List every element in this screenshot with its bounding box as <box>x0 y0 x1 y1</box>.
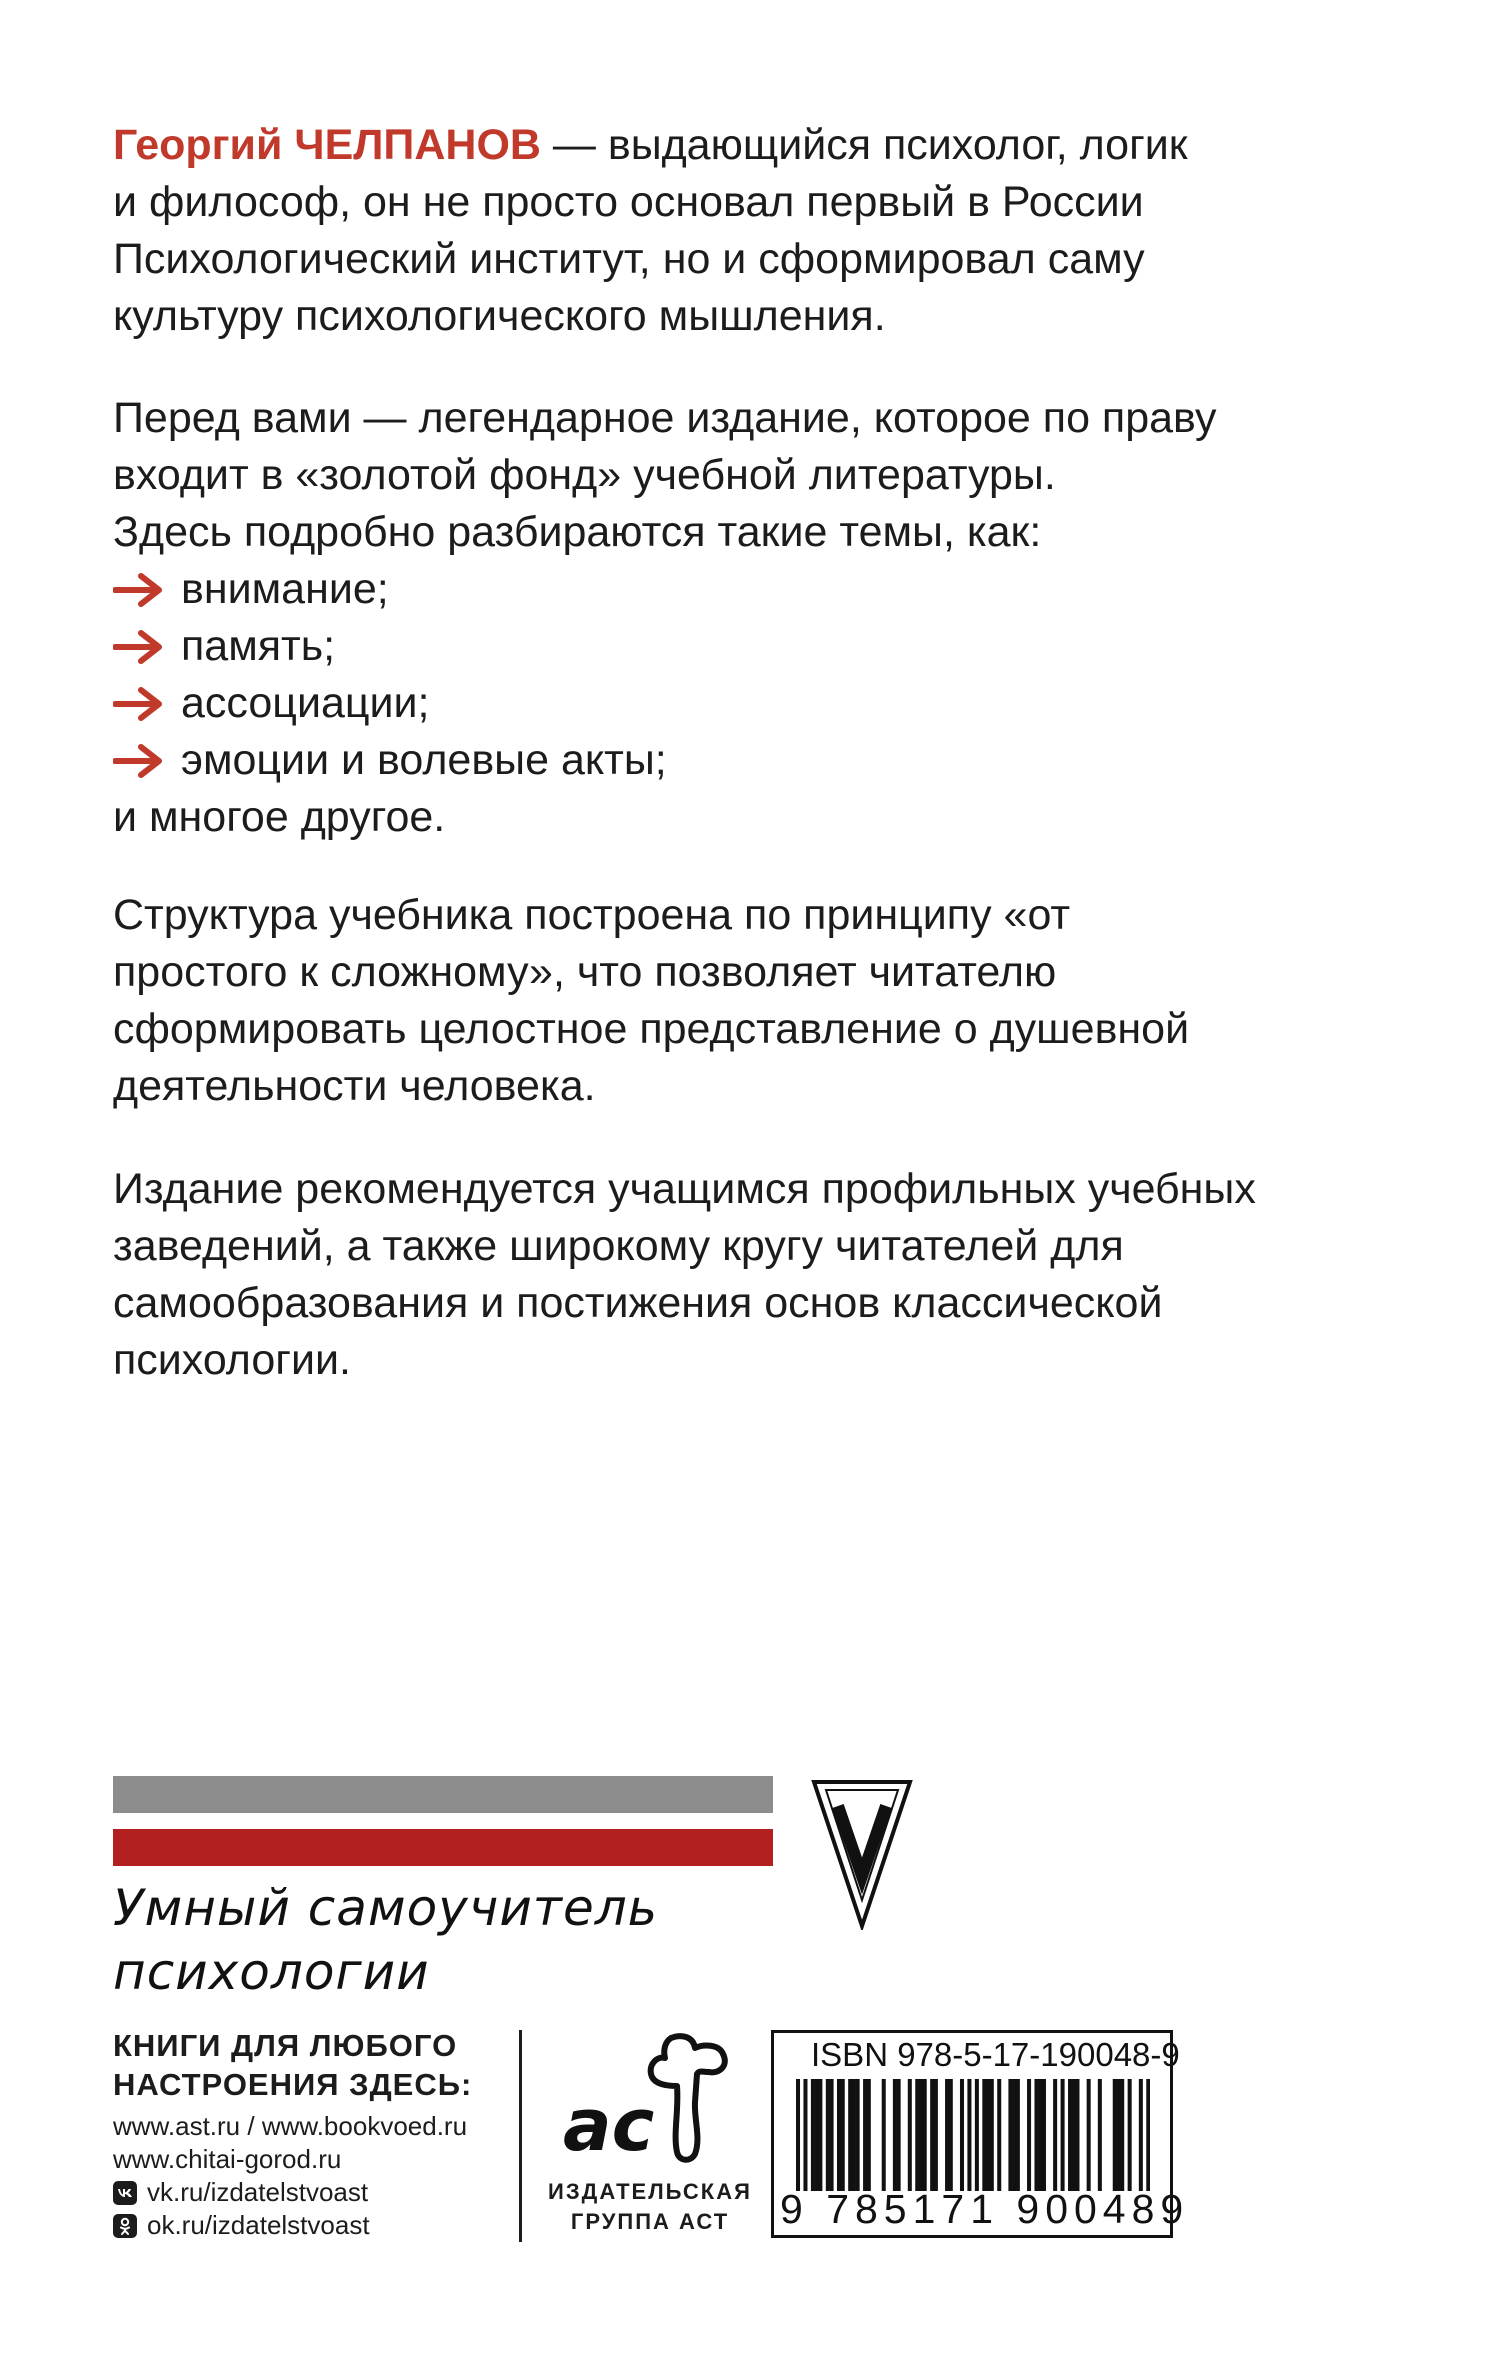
barcode-bar <box>1042 2079 1046 2191</box>
promo-block <box>113 2026 513 2242</box>
barcode-bar <box>882 2079 886 2191</box>
topic-list-item <box>113 561 1343 618</box>
barcode-bar <box>990 2079 994 2191</box>
intro-line-text: — выдающийся психолог, логик <box>540 121 1188 169</box>
barcode-bar <box>1008 2079 1012 2191</box>
barcode-bar <box>1139 2079 1143 2191</box>
topic-label: память; <box>181 622 336 670</box>
barcode-bar <box>1038 2079 1042 2191</box>
isbn-number: ISBN 978-5-17-190048-9 <box>811 2036 1180 2073</box>
barcode-bar <box>1061 2079 1065 2191</box>
barcode-bar <box>945 2079 949 2191</box>
barcode-bar <box>863 2079 867 2191</box>
ok-link[interactable] <box>113 2209 513 2242</box>
topic-list-item <box>113 732 1343 789</box>
barcode-bar <box>1087 2079 1091 2191</box>
barcode-bar <box>848 2079 852 2191</box>
topics-line: входит в «золотой фонд» учебной литературы. <box>113 451 1056 499</box>
barcode-bar <box>919 2079 923 2191</box>
barcode-bar <box>1016 2079 1020 2191</box>
arrow-right-icon <box>113 572 167 608</box>
structure-paragraph <box>113 887 1343 1115</box>
publisher-name-line: ГРУППА АСТ <box>570 2209 730 2234</box>
barcode-bar <box>841 2079 845 2191</box>
series-bar-grey <box>113 1776 773 1813</box>
isbn-barcode <box>771 2030 1190 2238</box>
barcode-bar <box>811 2079 815 2191</box>
barcode-bar <box>852 2079 856 2191</box>
barcode-bar <box>930 2079 934 2191</box>
barcode-bar <box>967 2079 971 2191</box>
ast-publisher-logo-icon <box>553 2030 753 2170</box>
barcode-bar <box>982 2079 986 2191</box>
intro-line: и философ, он не просто основал первый в России <box>113 178 1144 226</box>
topic-label: эмоции и волевые акты; <box>181 736 667 784</box>
barcode-bar <box>1034 2079 1038 2191</box>
vk-icon <box>113 2181 137 2205</box>
website-links[interactable]: www.ast.ru / www.bookvoed.ru <box>113 2111 468 2141</box>
barcode-bar <box>1116 2079 1120 2191</box>
topics-closing: и многое другое. <box>113 793 446 841</box>
topic-list-item <box>113 675 1343 732</box>
arrow-right-icon <box>113 686 167 722</box>
structure-line: Структура учебника построена по принципу «от <box>113 891 1071 939</box>
barcode-bar <box>1027 2079 1031 2191</box>
barcode-bars <box>796 2079 1150 2191</box>
barcode-bar <box>934 2079 938 2191</box>
structure-line: деятельности человека. <box>113 1062 596 1110</box>
barcode-bar <box>803 2079 807 2191</box>
barcode-bar <box>960 2079 964 2191</box>
barcode-bar <box>915 2079 919 2191</box>
barcode-bar <box>1075 2079 1079 2191</box>
author-name: Георгий ЧЕЛПАНОВ <box>113 121 541 169</box>
intro-line <box>113 117 1343 174</box>
publisher-name-line: ИЗДАТЕЛЬСКАЯ <box>548 2179 752 2204</box>
vk-link-text: vk.ru/izdatelstvoast <box>147 2177 369 2207</box>
barcode-bar <box>1012 2079 1016 2191</box>
promo-heading-line: КНИГИ ДЛЯ ЛЮБОГО <box>113 2028 458 2063</box>
series-bar-red <box>113 1829 773 1866</box>
barcode-bar <box>1120 2079 1124 2191</box>
topic-label: внимание; <box>181 565 389 613</box>
audience-paragraph <box>113 1161 1343 1389</box>
intro-line: культуру психологического мышления. <box>113 292 886 340</box>
barcode-bar <box>830 2079 834 2191</box>
ok-link-text: ok.ru/izdatelstvoast <box>147 2210 370 2240</box>
topics-paragraph <box>113 390 1343 846</box>
barcode-digits: 9 785171 900489 <box>780 2186 1190 2232</box>
barcode-bar <box>949 2079 953 2191</box>
barcode-bar <box>908 2079 912 2191</box>
barcode-bar <box>1128 2079 1132 2191</box>
series-title: Умный самоучитель психологии <box>113 1879 659 2001</box>
topic-list-item <box>113 618 1343 675</box>
structure-line: простого к сложному», что позволяет читателю <box>113 948 1057 996</box>
arrow-right-icon <box>113 743 167 779</box>
barcode-bar <box>1098 2079 1102 2191</box>
barcode-bar <box>826 2079 830 2191</box>
barcode-bar <box>837 2079 841 2191</box>
barcode-bar <box>997 2079 1001 2191</box>
topics-line: Перед вами — легендарное издание, которое по праву <box>113 394 1217 442</box>
barcode-bar <box>796 2079 800 2191</box>
audience-line: Издание рекомендуется учащимся профильных учебных <box>113 1165 1256 1213</box>
barcode-bar <box>856 2079 860 2191</box>
audience-line: психологии. <box>113 1336 351 1384</box>
barcode-bar <box>893 2079 897 2191</box>
barcode-bar <box>923 2079 927 2191</box>
barcode-bar <box>1146 2079 1150 2191</box>
audience-line: заведений, а также широкому кругу читателей для <box>113 1222 1124 1270</box>
barcode-bar <box>1113 2079 1117 2191</box>
ok-icon <box>113 2214 137 2238</box>
vertical-divider <box>519 2030 522 2242</box>
barcode-bar <box>818 2079 822 2191</box>
barcode-bar <box>867 2079 871 2191</box>
topics-line: Здесь подробно разбираются такие темы, как: <box>113 508 1042 556</box>
promo-heading-line: НАСТРОЕНИЯ ЗДЕСЬ: <box>113 2067 473 2102</box>
intro-line: Психологический институт, но и сформировал саму <box>113 235 1145 283</box>
publisher-name <box>545 2177 755 2237</box>
barcode-bar <box>1053 2079 1057 2191</box>
intro-paragraph <box>113 117 1343 345</box>
barcode-bar <box>815 2079 819 2191</box>
website-link-chitai-gorod[interactable]: www.chitai-gorod.ru <box>113 2144 342 2174</box>
barcode-bar <box>897 2079 901 2191</box>
audience-line: самообразования и постижения основ классической <box>113 1279 1163 1327</box>
publisher-logo-text: ac <box>563 2083 655 2167</box>
barcode-bar <box>1072 2079 1076 2191</box>
vk-link[interactable] <box>113 2176 513 2209</box>
barcode-bar <box>975 2079 979 2191</box>
topic-label: ассоциации; <box>181 679 430 727</box>
v-triangle-icon <box>810 1776 914 1930</box>
structure-line: сформировать целостное представление о душевной <box>113 1005 1190 1053</box>
arrow-right-icon <box>113 629 167 665</box>
barcode-bar <box>986 2079 990 2191</box>
barcode-bar <box>1068 2079 1072 2191</box>
